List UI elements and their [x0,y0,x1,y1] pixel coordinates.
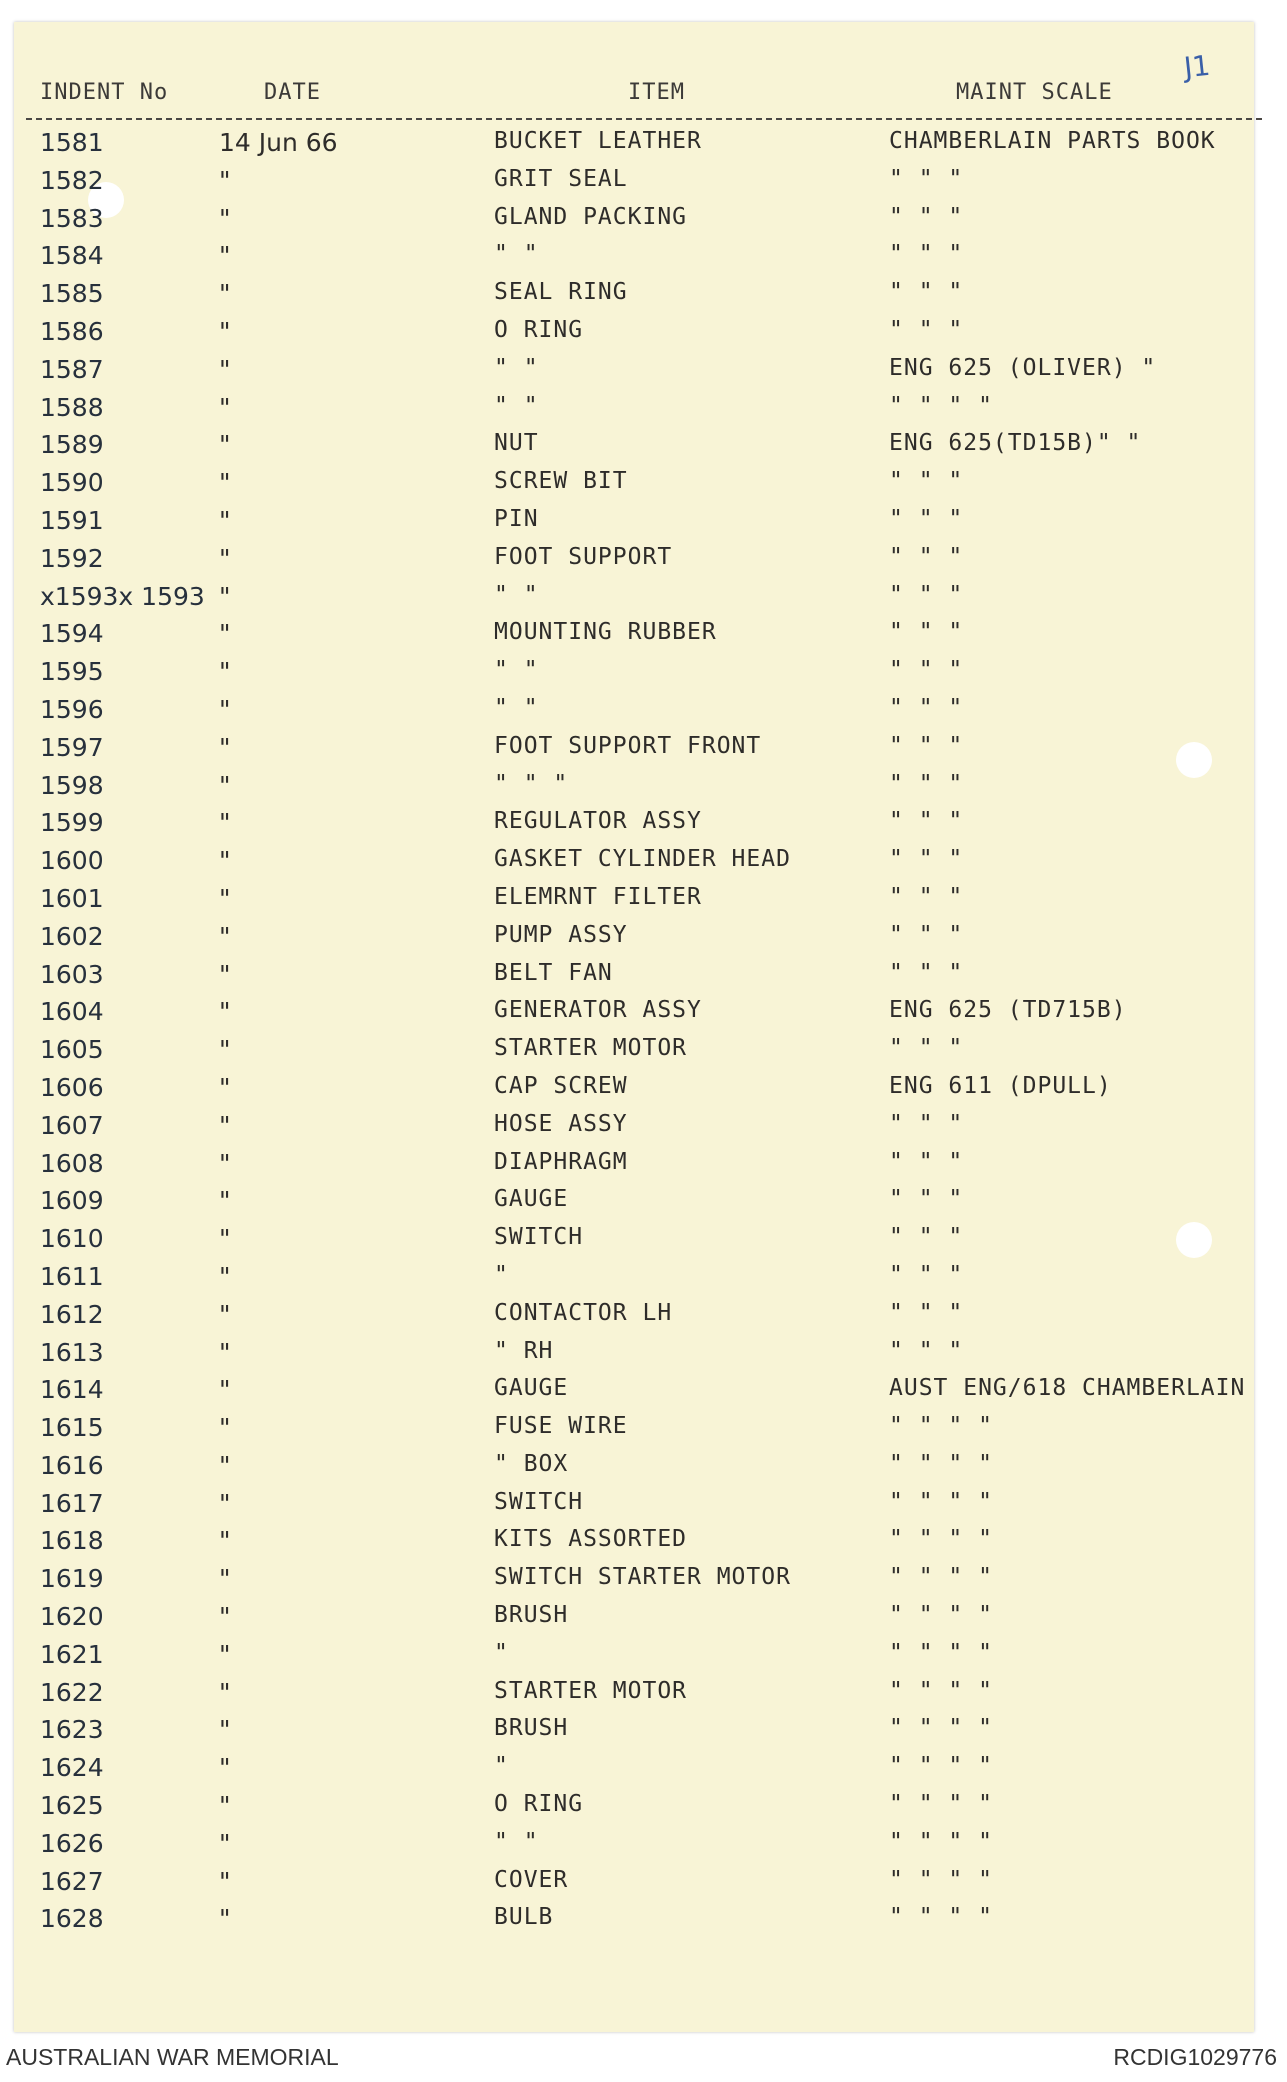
list-item [14,878,1254,916]
date-cell: " [219,732,231,762]
date-cell: " [219,770,231,800]
indent-number: 1606 [40,1072,104,1102]
date-cell: " [219,1866,231,1896]
indent-number: 1623 [40,1715,104,1745]
date-cell: " [219,1186,231,1216]
maint-scale-cell: ENG 625(TD15B)" " [889,430,1142,457]
item-cell: " " [494,392,539,419]
indent-number: 1619 [40,1564,104,1594]
indent-number: 1610 [40,1224,104,1254]
indent-number: 1595 [40,657,104,687]
indent-number: 1622 [40,1677,104,1707]
list-item [14,1105,1254,1143]
maint-scale-cell: " " " [889,468,964,495]
date-cell: " [219,1488,231,1518]
date-cell: " [219,1110,231,1140]
date-cell: " [219,808,231,838]
item-cell: " [494,1753,509,1780]
item-cell: FOOT SUPPORT [494,543,673,570]
indent-number: 1590 [40,468,104,498]
item-cell: BUCKET LEATHER [494,128,702,154]
indent-number: 1627 [40,1866,104,1896]
date-cell: " [219,846,231,876]
indent-number: 1621 [40,1639,104,1669]
list-item [14,1143,1254,1181]
indent-number: 1588 [40,392,104,422]
date-cell: " [219,883,231,913]
indent-number: 1626 [40,1828,104,1858]
maint-scale-cell: ENG 625 (TD715B) [889,997,1127,1024]
indent-number: 1600 [40,846,104,876]
maint-scale-cell: " " " [889,203,964,230]
list-item [14,840,1254,878]
indent-number: 1598 [40,770,104,800]
header-date: DATE [264,80,321,105]
item-cell: ELEMRNT FILTER [494,883,702,910]
indent-number: 1611 [40,1261,104,1291]
list-item [14,991,1254,1029]
maint-scale-cell: " " " [889,316,964,343]
list-item [14,651,1254,689]
header-indent-no: INDENT No [40,80,169,105]
list-item [14,387,1254,425]
date-cell: " [219,1450,231,1480]
date-cell: " [219,1564,231,1594]
list-item [14,235,1254,273]
date-cell: " [219,1602,231,1632]
list-item [14,1520,1254,1558]
item-cell: " " " [494,770,569,797]
date-cell: " [219,1677,231,1707]
date-cell: " [219,1148,231,1178]
maint-scale-cell: ENG 625 (OLIVER) " [889,354,1157,381]
maint-scale-cell: " " " " [889,1904,993,1931]
indent-number: 1624 [40,1753,104,1783]
indent-number: 1625 [40,1791,104,1821]
list-item [14,1294,1254,1332]
item-cell: BULB [494,1904,554,1931]
date-cell: 14 Jun 66 [219,128,338,157]
indent-number: 1584 [40,241,104,271]
date-cell: " [219,1639,231,1669]
indent-number: 1615 [40,1413,104,1443]
date-cell: " [219,1904,231,1934]
maint-scale-cell: " " " [889,1110,964,1137]
item-cell: FUSE WIRE [494,1413,628,1440]
item-cell: SCREW BIT [494,468,628,495]
maint-scale-cell: " " " [889,770,964,797]
item-cell: PUMP ASSY [494,921,628,948]
indent-number: 1586 [40,316,104,346]
maint-scale-cell: " " " [889,883,964,910]
list-item [14,1634,1254,1672]
list-item [14,1180,1254,1218]
maint-scale-cell: " " " [889,581,964,608]
date-cell: " [219,1526,231,1556]
list-item [14,1407,1254,1445]
maint-scale-cell: " " " " [889,1488,993,1515]
list-item [14,802,1254,840]
date-cell: " [219,1072,231,1102]
list-item [14,538,1254,576]
maint-scale-cell: " " " " [889,1413,993,1440]
indent-number: 1603 [40,959,104,989]
maint-scale-cell: " " " " [889,1828,993,1855]
date-cell: " [219,1828,231,1858]
list-item [14,1332,1254,1370]
maint-scale-cell: " " " [889,543,964,570]
item-cell: HOSE ASSY [494,1110,628,1137]
list-item [14,1369,1254,1407]
item-cell: BRUSH [494,1602,569,1629]
date-cell: " [219,392,231,422]
header-divider [26,118,1262,120]
date-cell: " [219,241,231,271]
list-item [14,613,1254,651]
item-cell: BELT FAN [494,959,613,986]
date-cell: " [219,619,231,649]
maint-scale-cell: " " " [889,241,964,268]
indent-number: 1604 [40,997,104,1027]
item-cell: " RH [494,1337,554,1364]
indent-number: 1612 [40,1299,104,1329]
item-cell: FOOT SUPPORT FRONT [494,732,762,759]
item-cell: BRUSH [494,1715,569,1742]
maint-scale-cell: " " " [889,846,964,873]
list-item [14,689,1254,727]
indent-list [14,122,1254,1936]
indent-number: 1589 [40,430,104,460]
maint-scale-cell: " " " [889,505,964,532]
indent-number: 1617 [40,1488,104,1518]
list-item [14,727,1254,765]
date-cell: " [219,165,231,195]
indent-number: 1618 [40,1526,104,1556]
column-header-row [26,70,1262,114]
list-item [14,273,1254,311]
page-mark: J1 [1182,48,1212,85]
maint-scale-cell: " " " [889,1186,964,1213]
item-cell: GENERATOR ASSY [494,997,702,1024]
indent-number: 1596 [40,694,104,724]
header-maint-scale: MAINT SCALE [956,80,1113,105]
list-item [14,1067,1254,1105]
item-cell: GASKET CYLINDER HEAD [494,846,791,873]
maint-scale-cell: " " " " [889,392,993,419]
list-item [14,1445,1254,1483]
footer-archive-name: AUSTRALIAN WAR MEMORIAL [6,2044,339,2070]
list-item [14,198,1254,236]
list-item [14,1596,1254,1634]
item-cell: NUT [494,430,539,457]
item-cell: PIN [494,505,539,532]
item-cell: MOUNTING RUBBER [494,619,717,646]
list-item [14,576,1254,614]
list-item [14,1256,1254,1294]
maint-scale-cell: ENG 611 (DPULL) [889,1072,1112,1099]
item-cell: " [494,1261,509,1288]
indent-number: 1609 [40,1186,104,1216]
maint-scale-cell: " " " [889,1035,964,1062]
maint-scale-cell: CHAMBERLAIN PARTS BOOK [889,128,1216,154]
indent-number: 1614 [40,1375,104,1405]
indent-number: x1593x 1593 [40,581,205,611]
date-cell: " [219,430,231,460]
indent-number: 1594 [40,619,104,649]
date-cell: " [219,279,231,309]
list-item [14,1709,1254,1747]
indent-number: 1582 [40,165,104,195]
item-cell: REGULATOR ASSY [494,808,702,835]
list-item [14,1861,1254,1899]
maint-scale-cell: " " " " [889,1450,993,1477]
maint-scale-cell: " " " [889,165,964,192]
date-cell: " [219,657,231,687]
date-cell: " [219,921,231,951]
list-item [14,1483,1254,1521]
maint-scale-cell: " " " " [889,1677,993,1704]
date-cell: " [219,997,231,1027]
maint-scale-cell: " " " [889,1337,964,1364]
indent-number: 1585 [40,279,104,309]
list-item [14,1785,1254,1823]
date-cell: " [219,1413,231,1443]
indent-number: 1605 [40,1035,104,1065]
date-cell: " [219,1791,231,1821]
list-item [14,122,1254,160]
list-item [14,500,1254,538]
maint-scale-cell: " " " [889,732,964,759]
list-item [14,160,1254,198]
list-item [14,424,1254,462]
maint-scale-cell: " " " [889,279,964,306]
date-cell: " [219,203,231,233]
item-cell: " [494,1639,509,1666]
maint-scale-cell: " " " [889,808,964,835]
maint-scale-cell: " " " " [889,1715,993,1742]
date-cell: " [219,959,231,989]
maint-scale-cell: " " " " [889,1602,993,1629]
item-cell: SWITCH STARTER MOTOR [494,1564,791,1591]
indent-number: 1628 [40,1904,104,1934]
indent-number: 1583 [40,203,104,233]
date-cell: " [219,1375,231,1405]
item-cell: " " [494,657,539,684]
header-item: ITEM [628,80,685,105]
footer-record-id: RCDIG1029776 [1113,2044,1277,2070]
item-cell: SWITCH [494,1224,584,1251]
list-item [14,1747,1254,1785]
maint-scale-cell: " " " [889,657,964,684]
list-item [14,349,1254,387]
list-item [14,311,1254,349]
maint-scale-cell: " " " [889,1224,964,1251]
list-item [14,1558,1254,1596]
indent-number: 1616 [40,1450,104,1480]
date-cell: " [219,468,231,498]
maint-scale-cell: " " " " [889,1866,993,1893]
item-cell: DIAPHRAGM [494,1148,628,1175]
indent-number: 1599 [40,808,104,838]
maint-scale-cell: " " " " [889,1526,993,1553]
list-item [14,1898,1254,1936]
item-cell: " " [494,354,539,381]
item-cell: SWITCH [494,1488,584,1515]
item-cell: GLAND PACKING [494,203,688,230]
item-cell: O RING [494,316,584,343]
item-cell: " " [494,241,539,268]
item-cell: GAUGE [494,1375,569,1402]
maint-scale-cell: " " " " [889,1639,993,1666]
maint-scale-cell: " " " " [889,1564,993,1591]
list-item [14,954,1254,992]
item-cell: SEAL RING [494,279,628,306]
item-cell: COVER [494,1866,569,1893]
indent-number: 1602 [40,921,104,951]
maint-scale-cell: " " " [889,1148,964,1175]
item-cell: KITS ASSORTED [494,1526,688,1553]
date-cell: " [219,1299,231,1329]
date-cell: " [219,581,231,611]
list-item [14,1218,1254,1256]
item-cell: CAP SCREW [494,1072,628,1099]
item-cell: CONTACTOR LH [494,1299,673,1326]
indent-number: 1607 [40,1110,104,1140]
maint-scale-cell: " " " [889,619,964,646]
date-cell: " [219,694,231,724]
item-cell: " " [494,694,539,721]
maint-scale-cell: " " " [889,959,964,986]
indent-number: 1591 [40,505,104,535]
indent-number: 1620 [40,1602,104,1632]
indent-number: 1608 [40,1148,104,1178]
item-cell: " " [494,581,539,608]
list-item [14,462,1254,500]
item-cell: " BOX [494,1450,569,1477]
maint-scale-cell: " " " " [889,1791,993,1818]
item-cell: " " [494,1828,539,1855]
maint-scale-cell: " " " [889,1299,964,1326]
maint-scale-cell: " " " [889,694,964,721]
date-cell: " [219,1337,231,1367]
date-cell: " [219,1753,231,1783]
indent-number: 1597 [40,732,104,762]
item-cell: GRIT SEAL [494,165,628,192]
maint-scale-cell: " " " [889,921,964,948]
indent-number: 1613 [40,1337,104,1367]
list-item [14,765,1254,803]
indent-number: 1592 [40,543,104,573]
maint-scale-cell: " " " " [889,1753,993,1780]
list-item [14,1029,1254,1067]
date-cell: " [219,1224,231,1254]
date-cell: " [219,1715,231,1745]
date-cell: " [219,543,231,573]
date-cell: " [219,354,231,384]
document-sheet [14,22,1254,2032]
date-cell: " [219,505,231,535]
maint-scale-cell: AUST ENG/618 CHAMBERLAIN [889,1375,1246,1402]
date-cell: " [219,1261,231,1291]
item-cell: STARTER MOTOR [494,1677,688,1704]
item-cell: STARTER MOTOR [494,1035,688,1062]
maint-scale-cell: " " " [889,1261,964,1288]
date-cell: " [219,316,231,346]
item-cell: O RING [494,1791,584,1818]
item-cell: GAUGE [494,1186,569,1213]
list-item [14,1823,1254,1861]
indent-number: 1581 [40,128,104,157]
date-cell: " [219,1035,231,1065]
indent-number: 1601 [40,883,104,913]
indent-number: 1587 [40,354,104,384]
list-item [14,916,1254,954]
list-item [14,1672,1254,1710]
